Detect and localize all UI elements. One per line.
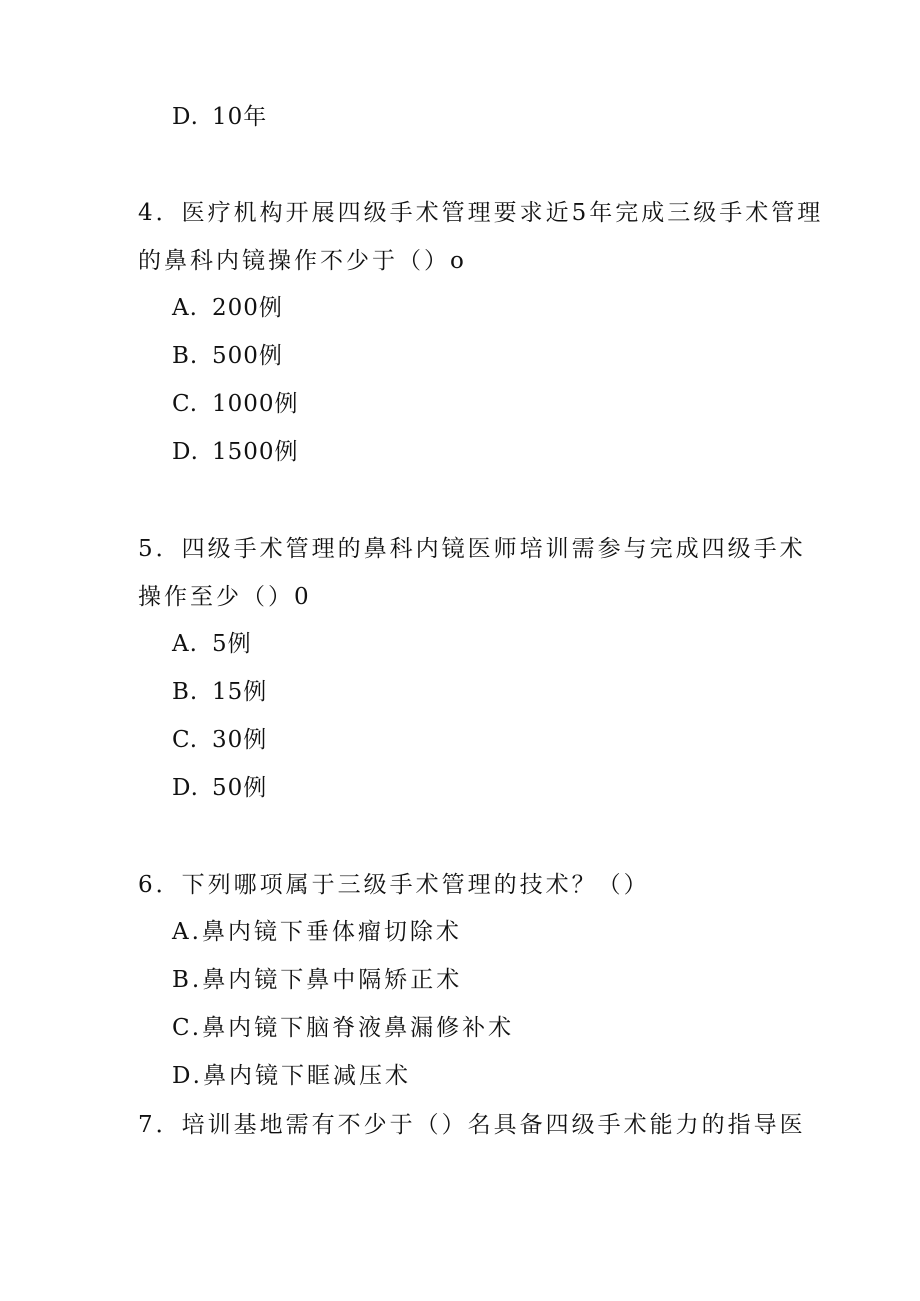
option-tag: A.: [172, 631, 198, 657]
option-text: 鼻内镜下脑脊液鼻漏修补术: [202, 1015, 515, 1041]
option-tag: B.: [172, 967, 203, 993]
question-4-line-2: 的鼻科内镜操作不少于（）o: [138, 248, 467, 274]
option-text: 500例: [212, 343, 283, 369]
question-5-option-c: [172, 725, 267, 755]
option-text: 10年: [212, 104, 268, 130]
option-text: 5例: [212, 631, 252, 657]
question-4-line-1: 4．医疗机构开展四级手术管理要求近5年完成三级手术管理: [138, 200, 824, 226]
question-5-option-d: [172, 773, 267, 803]
option-tag: C.: [172, 1015, 203, 1041]
option-text: 15例: [212, 679, 268, 705]
option-tag: C.: [172, 391, 199, 417]
question-6-option-b: [172, 965, 462, 995]
option-tag: C.: [172, 727, 199, 753]
option-text: 鼻内镜下鼻中隔矫正术: [202, 967, 463, 993]
option-text: 鼻内镜下垂体瘤切除术: [201, 919, 462, 945]
option-text: 鼻内镜下眶减压术: [202, 1063, 411, 1089]
question-5-option-a: [172, 629, 252, 659]
question-5-line-2: 操作至少（）0: [138, 584, 312, 610]
option-tag: D.: [172, 439, 199, 465]
option-text: 1500例: [212, 439, 299, 465]
option-text: 1000例: [212, 391, 299, 417]
option-text: 50例: [212, 775, 268, 801]
option-tag: A.: [172, 919, 202, 945]
question-5-option-b: [172, 677, 267, 707]
question-4-option-d: [172, 437, 299, 467]
option-text: 200例: [212, 295, 283, 321]
option-tag: B.: [172, 679, 199, 705]
option-tag: D.: [172, 775, 199, 801]
question-5-line-1: 5．四级手术管理的鼻科内镜医师培训需参与完成四级手术: [138, 536, 806, 562]
option-tag: A.: [172, 295, 198, 321]
question-6-option-d: [172, 1061, 411, 1091]
question-7-line-1: 7．培训基地需有不少于（）名具备四级手术能力的指导医: [138, 1112, 806, 1138]
option-tag: D.: [172, 1063, 203, 1089]
question-4-option-b: [172, 341, 283, 371]
question-6-option-c: [172, 1013, 514, 1043]
option-tag: D.: [172, 104, 199, 130]
question-4-option-a: [172, 293, 283, 323]
option-tag: B.: [172, 343, 199, 369]
question-4-option-c: [172, 389, 299, 419]
question-6-line-1: 6．下列哪项属于三级手术管理的技术？（）: [138, 872, 650, 898]
question-6-option-a: [172, 917, 462, 947]
option-d-previous: [172, 102, 267, 132]
option-text: 30例: [212, 727, 268, 753]
